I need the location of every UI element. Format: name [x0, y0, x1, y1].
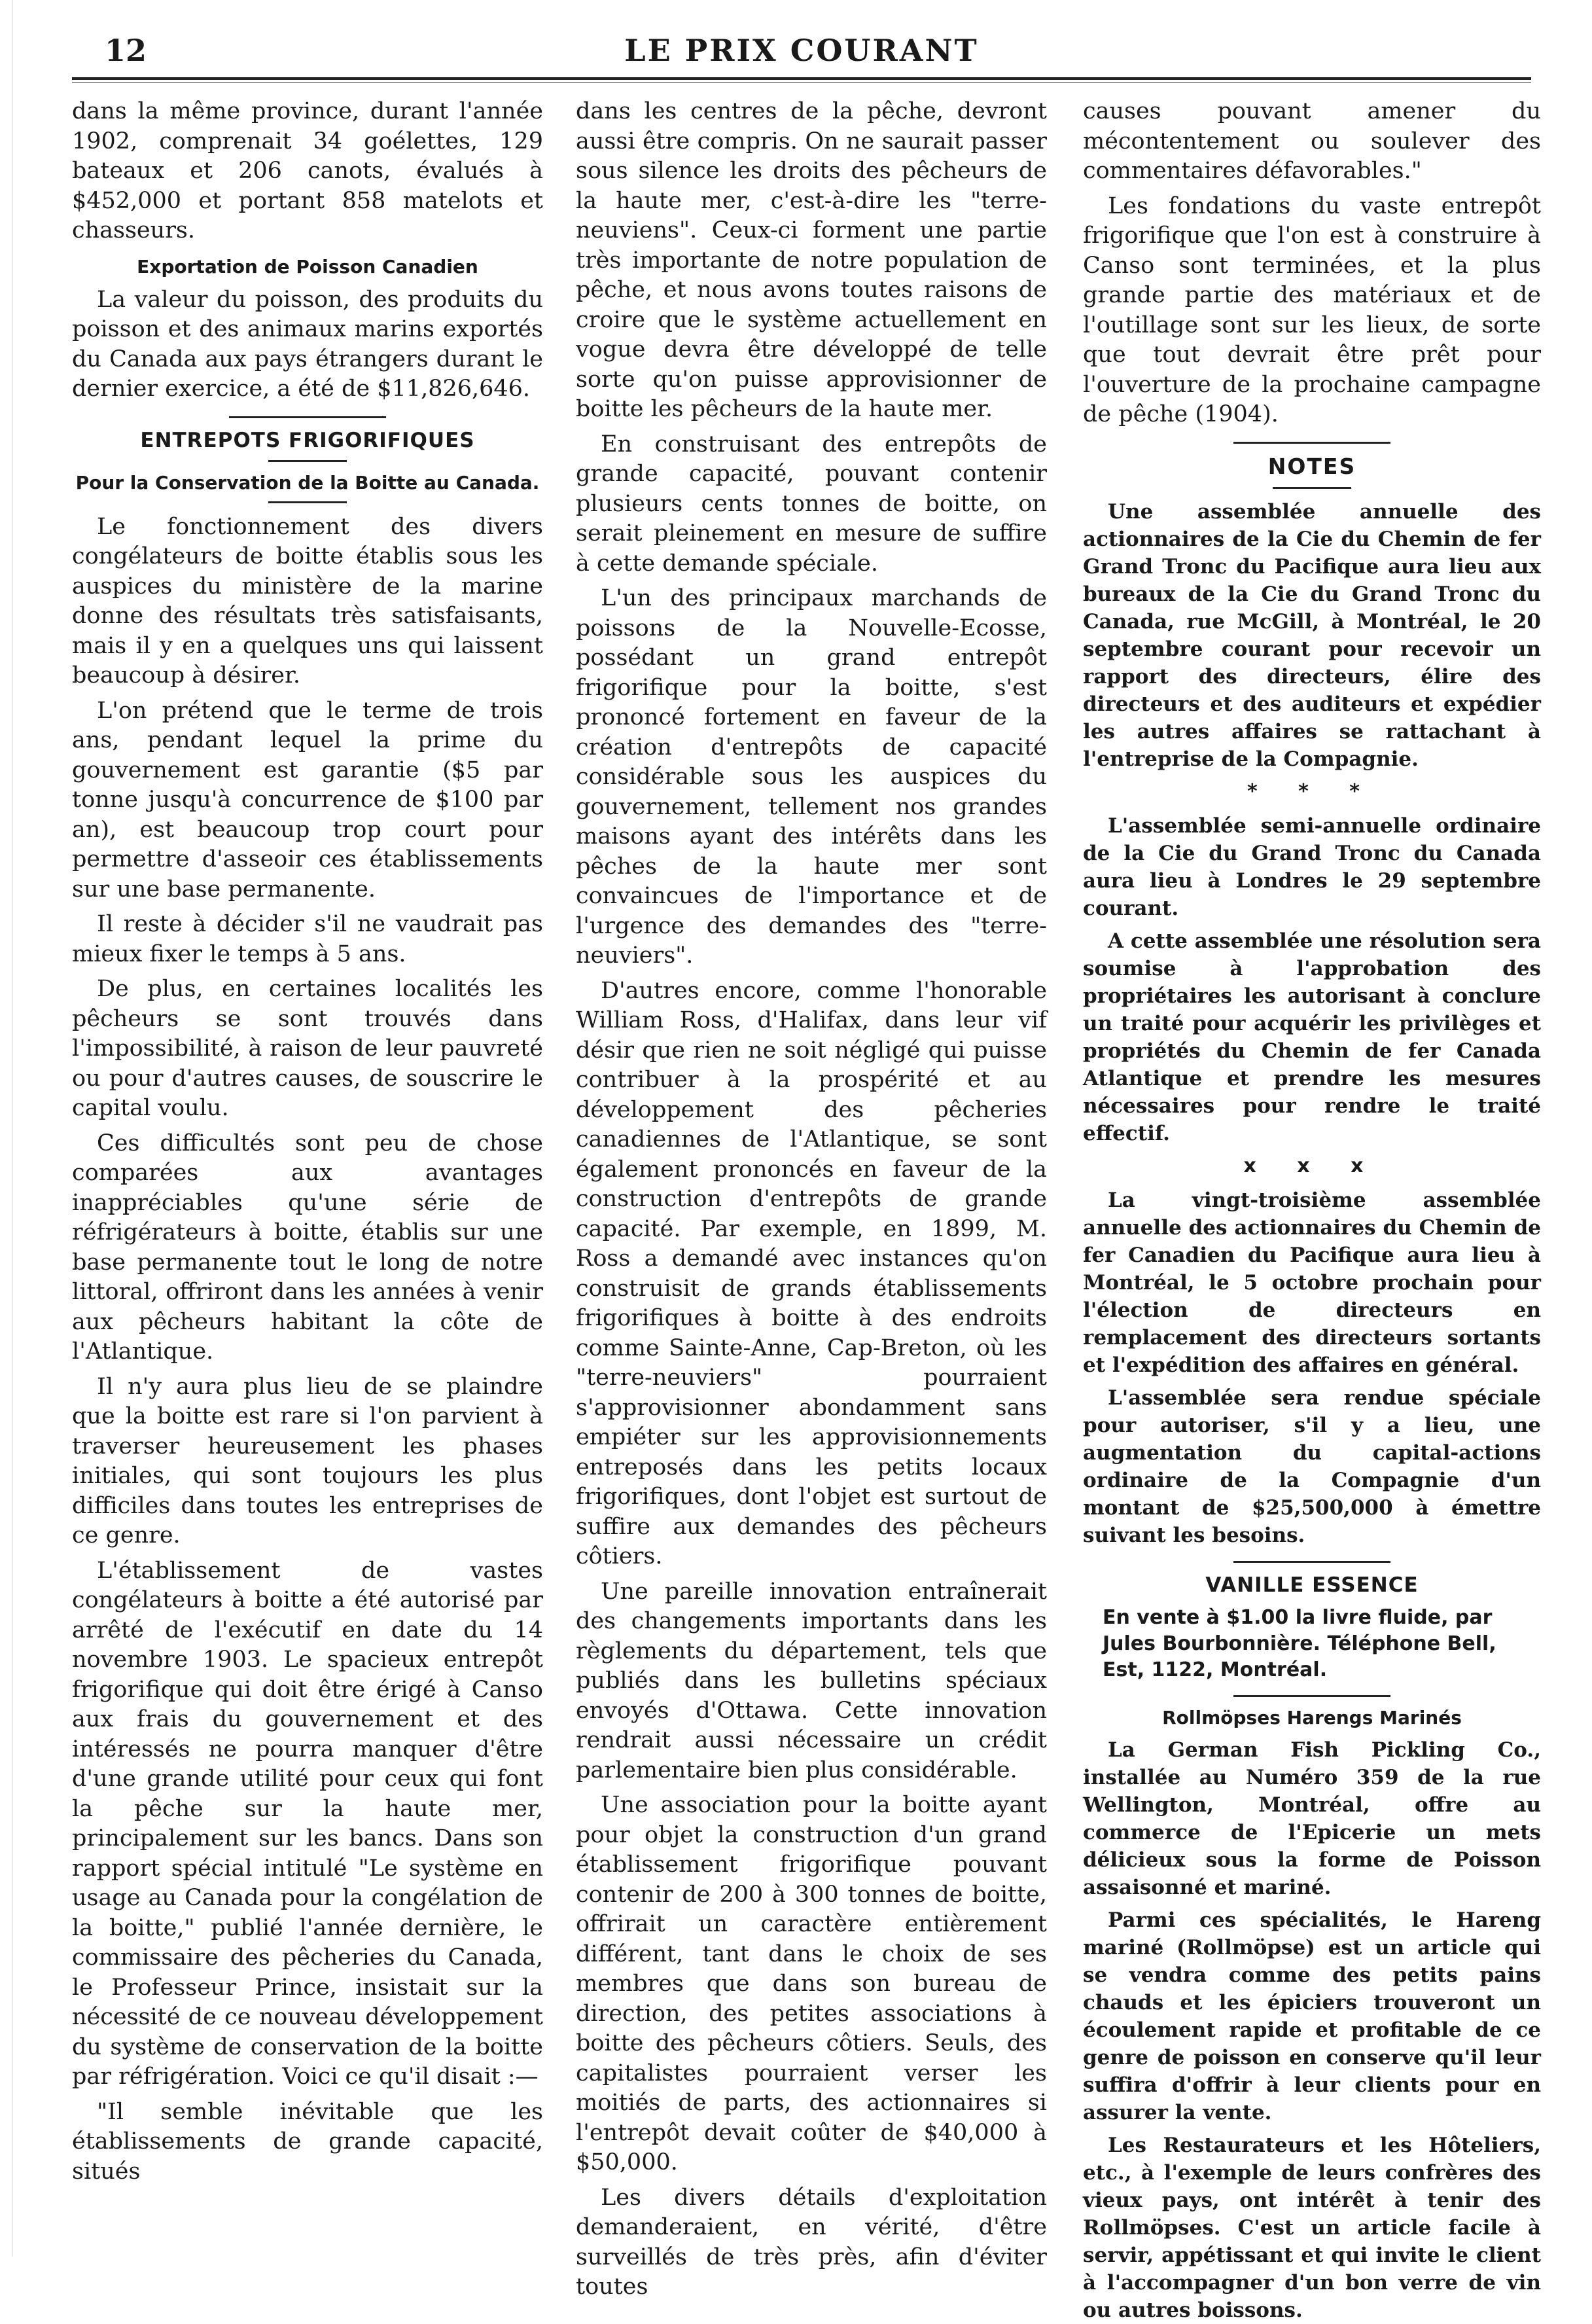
paragraph: En construisant des entrepôts de grande capacité, pouvant contenir plusieurs cents tonnes de boitte, on serait pleinement en mesure de suffire à cette demande spéciale.	[576, 431, 1047, 577]
section-rule	[229, 416, 386, 418]
paragraph: "Il semble inévitable que les établissements de grande capacité, situés	[72, 2098, 543, 2185]
column-3	[1083, 97, 1541, 2322]
page-number: 12	[105, 33, 147, 68]
paragraph: La valeur du poisson, des produits du poisson et des animaux marins exportés du Canada aux pays étrangers durant le dernier exercice, a été de $11,826,646.	[72, 286, 543, 402]
paragraph: dans les centres de la pêche, devront aussi être compris. On ne saurait passer sous silence les droits des pêcheurs de la haute mer, c'est-à-dire les "terre-neuviens". Ceux-ci forment une partie très importante de notre population de pêche, et nous avons toutes raisons de croire que le système actuellement en vogue devra être développé de telle sorte qu'on puisse approvisionner de boitte les pêcheurs de la haute mer.	[576, 98, 1047, 422]
note-item: A cette assemblée une résolution sera soumise à l'approbation des propriétaires les autorisant à conclure un traité pour acquérir les privilèges et propriétés du Chemin de fer Canada Atlantique et prendre les mesures nécessaires pour rendre le traité effectif.	[1083, 929, 1541, 1145]
paragraph: Il n'y aura plus lieu de se plaindre que la boitte est rare si l'on parvient à traverser heureusement les phases initiales, qui sont toujours les plus difficiles dans toutes les entreprises de ce genre.	[72, 1373, 543, 1548]
header-rule-thin	[72, 82, 1531, 83]
paragraph: Les divers détails d'exploitation demanderaient, en vérité, d'être surveillés de très près, afin d'éviter toutes	[576, 2184, 1047, 2300]
paragraph: Ces difficultés sont peu de chose comparées aux avantages inappréciables qu'une série de réfrigérateurs à boitte, établis sur une base permanente tout le long de notre littoral, offriront dans les années à venir aux pêcheurs habitant la côte de l'Atlantique.	[72, 1130, 543, 1365]
section-rule	[1233, 1695, 1390, 1697]
vanille-heading: VANILLE ESSENCE	[1205, 1573, 1419, 1597]
paragraph: L'un des principaux marchands de poissons de la Nouvelle-Ecosse, possédant un grand entrepôt frigorifique pour la boitte, s'est prononcé fortement en faveur de la création d'entrepôts de capacité considérable sous les auspices du gouvernement, tellement nos grandes maisons ayant des intérêts dans les pêches de la haute mer sont convaincues de l'importance et de l'urgence des demandes des "terre-neuviers".	[576, 585, 1047, 969]
note-separator: * * *	[1247, 779, 1377, 803]
ad-paragraph: La German Fish Pickling Co., installée au Numéro 359 de la rue Wellington, Montréal, offre au commerce de l'Epicerie un mets délicieux sous la forme de Poisson assaisonné et mariné.	[1083, 1738, 1541, 1899]
paragraph: L'établissement de vastes congélateurs à boitte a été autorisé par arrêté de l'exécutif en date du 14 novembre 1903. Le spacieux entrepôt frigorifique qui doit être érigé à Canso aux frais du gouvernement et des intéressés ne pourra manquer d'être d'une grande utilité pour ceux qui font la pêche sur la haute mer, principalement sur les bancs. Dans son rapport spécial intitulé "Le système en usage au Canada pour la congélation de la boitte," publié l'année dernière, le commissaire des pêcheries du Canada, le Professeur Prince, insistait sur la nécessité de ce nouveau développement du système de conservation de la boitte par réfrigération. Voici ce qu'il disait :—	[72, 1557, 543, 2090]
paragraph: causes pouvant amener du mécontentement ou soulever des commentaires défavorables."	[1083, 98, 1541, 184]
section-rule	[1233, 442, 1390, 444]
header-rule	[72, 77, 1531, 80]
paragraph: dans la même province, durant l'année 1902, comprenait 34 goélettes, 129 bateaux et 206 canots, évalués à $452,000 et portant 858 matelots et chasseurs.	[72, 98, 543, 243]
ad-paragraph: Les Restaurateurs et les Hôteliers, etc., à l'exemple de leurs confrères des vieux pays, ont intérêt à tenir des Rollmöpses. C'est un article facile à servir, appétissant et qui invite le client à l'accompagner d'un bon verre de vin ou autres boissons.	[1083, 2133, 1541, 2322]
paragraph: Une association pour la boitte ayant pour objet la construction d'un grand établissement frigorifique pouvant contenir de 200 à 300 tonnes de boitte, offrirait un caractère entièrement différent, tant dans le choix de ses membres que dans son bureau de direction, des petites associations à boitte des pêcheurs côtiers. Seuls, des capitalistes pourraient verser les moitiés de parts, des actionnaires si l'entrepôt devait coûter de $40,000 à $50,000.	[576, 1792, 1047, 2175]
title-rule	[268, 460, 347, 462]
subtitle-rule	[268, 501, 347, 503]
paragraph: D'autres encore, comme l'honorable William Ross, d'Halifax, dans leur vif désir que rien ne soit négligé qui puisse contribuer à la prospérité et au développement des pêcheries canadiennes de l'Atlantique, se sont également prononcés en faveur de la construction d'entrepôts de grande capacité. Par exemple, en 1899, M. Ross a demandé avec instances qu'on construisit de grands établissements frigorifiques à boitte à des endroits comme Sainte-Anne, Cap-Breton, où les "terre-neuviers" pourraient s'approvisionner abondamment sans empiéter sur les approvisionnements entreposés dans les petits locaux frigorifiques, dont l'objet est surtout de suffire aux demandes des pêcheurs côtiers.	[576, 977, 1047, 1569]
note-item: Une assemblée annuelle des actionnaires de la Cie du Chemin de fer Grand Tronc du Pacifique aura lieu aux bureaux de la Cie du Grand Tronc du Canada, rue McGill, à Montréal, le 20 septembre courant pour recevoir un rapport des directeurs, élire des directeurs et des auditeurs et expédier les autres affaires se rattachant à l'entreprise de la Compagnie.	[1083, 499, 1541, 771]
column-1	[72, 97, 543, 2211]
column-2	[576, 97, 1047, 2300]
page-header	[85, 33, 1518, 73]
section-rule	[1233, 1561, 1390, 1563]
paragraph: Il reste à décider s'il ne vaudrait pas mieux fixer le temps à 5 ans.	[72, 911, 543, 967]
note-item: La vingt-troisième assemblée annuelle des actionnaires du Chemin de fer Canadien du Pacifique aura lieu à Montréal, le 5 octobre prochain pour l'élection de directeurs en remplacement des directeurs sortants et l'expédition des affaires en général.	[1083, 1188, 1541, 1377]
rollmops-heading: Rollmöpses Harengs Marinés	[1162, 1706, 1462, 1728]
notes-rule	[1273, 487, 1351, 489]
notes-heading: NOTES	[1267, 453, 1356, 479]
section-heading-export: Exportation de Poisson Canadien	[137, 255, 478, 277]
ad-paragraph: Parmi ces spécialités, le Hareng mariné (Rollmöpse) est un article qui se vendra comme des petits pains chauds et les épiciers trouveront un écoulement rapide et profitable de ce genre de poisson en conserve qu'il leur suffira d'offrir à leur clients pour en assurer la vente.	[1083, 1908, 1541, 2124]
vanille-text: En vente à $1.00 la livre fluide, par Jules Bourbonnière. Téléphone Bell, Est, 1122, Montréal.	[1103, 1605, 1496, 1681]
paragraph: De plus, en certaines localités les pêcheurs se sont trouvés dans l'impossibilité, à raison de leur pauvreté ou pour d'autres causes, de souscrire le capital voulu.	[72, 976, 543, 1121]
note-item: L'assemblée semi-annuelle ordinaire de la Cie du Grand Tronc du Canada aura lieu à Londres le 29 septembre courant.	[1083, 813, 1541, 920]
note-separator: x x x	[1243, 1154, 1381, 1177]
paragraph: L'on prétend que le terme de trois ans, pendant lequel la prime du gouvernement est garantie ($5 par tonne jusqu'à concurrence de $100 par an), est beaucoup trop court pour permettre d'asseoir ces établissements sur une base permanente.	[72, 697, 543, 903]
note-item: L'assemblée sera rendue spéciale pour autoriser, s'il y a lieu, une augmentation du capital-actions ordinaire de la Compagnie d'un montant de $25,500,000 à émettre suivant les besoins.	[1083, 1385, 1541, 1547]
paragraph: Le fonctionnement des divers congélateurs de boitte établis sous les auspices du ministère de la marine donne des résultats très satisfaisants, mais il y en a quelques uns qui laissent beaucoup à désirer.	[72, 513, 543, 688]
paragraph: Une pareille innovation entraînerait des changements importants dans les règlements du département, tels que publiés dans les bulletins spéciaux envoyés d'Ottawa. Cette innovation rendrait aussi nécessaire un crédit parlementaire bien plus considérable.	[576, 1578, 1047, 1783]
article-subtitle: Pour la Conservation de la Boitte au Canada.	[75, 471, 540, 493]
paragraph: Les fondations du vaste entrepôt frigorifique que l'on est à construire à Canso sont terminées, et la plus grande partie des matériaux et de l'outillage sont sur les lieux, de sorte que tout devrait être prêt pour l'ouverture de la prochaine campagne de pêche (1904).	[1083, 192, 1541, 427]
journal-title: LE PRIX COURANT	[624, 33, 979, 68]
article-title: ENTREPOTS FRIGORIFIQUES	[140, 428, 475, 452]
